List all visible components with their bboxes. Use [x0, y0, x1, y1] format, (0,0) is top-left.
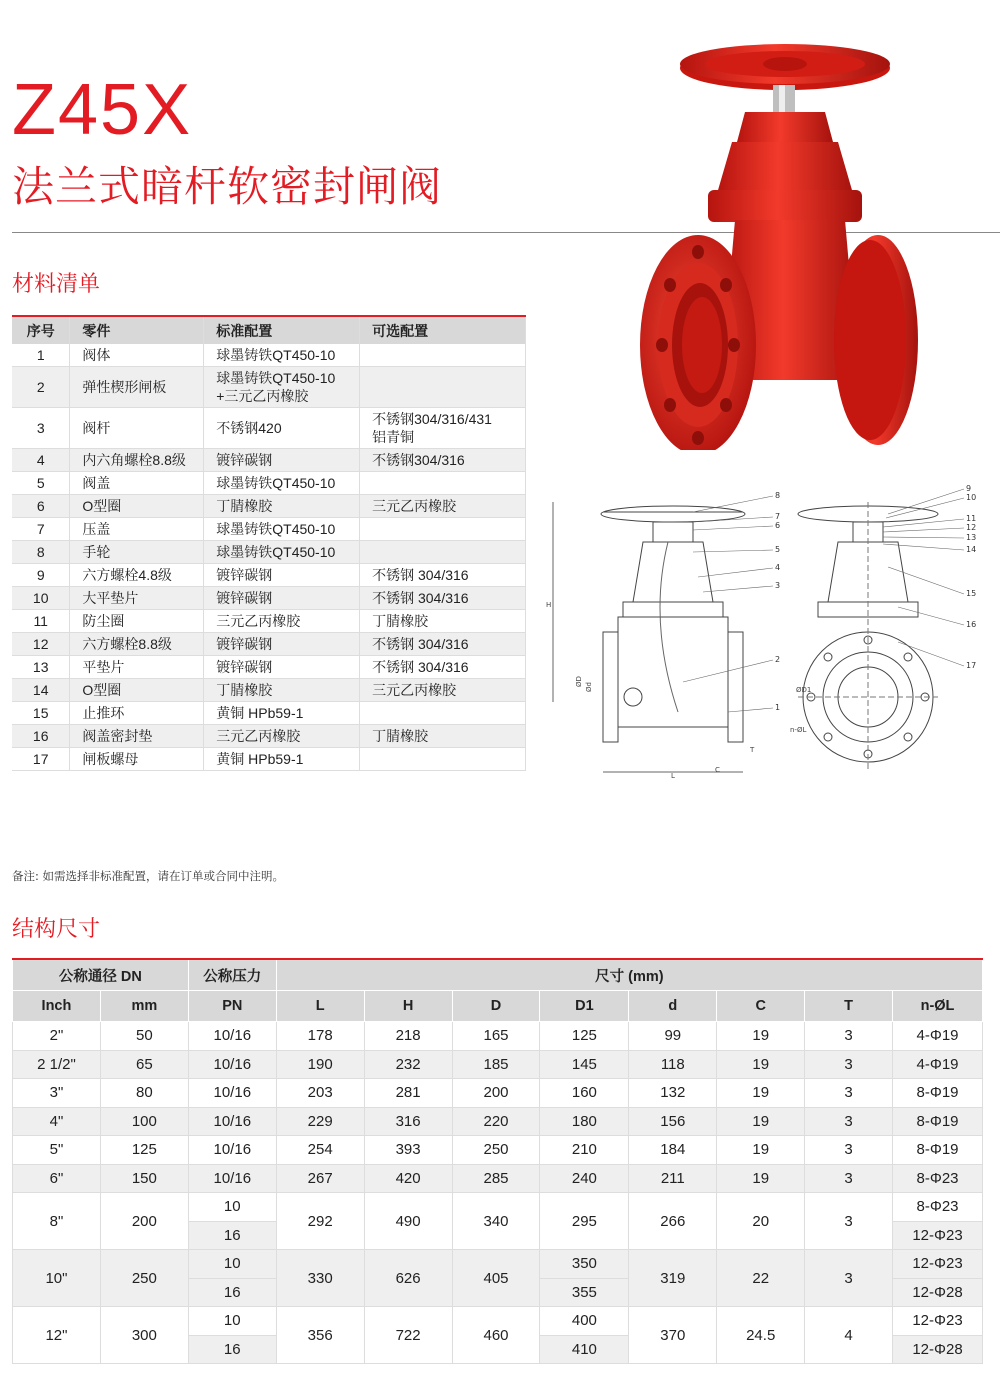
- cell-h: 281: [364, 1079, 452, 1108]
- cell-inch: 2": [13, 1022, 101, 1051]
- cell-d1: 295: [540, 1193, 629, 1250]
- cell-l: 178: [276, 1022, 364, 1051]
- cell-standard: 镀锌碳钢: [204, 449, 360, 472]
- cell-index: 3: [12, 408, 70, 449]
- cell-index: 17: [12, 748, 70, 771]
- cell-index: 8: [12, 541, 70, 564]
- cell-inch: 8": [13, 1193, 101, 1250]
- group-header-size: 尺寸 (mm): [276, 959, 982, 991]
- cell-d: 99: [629, 1022, 717, 1051]
- svg-text:T: T: [750, 746, 755, 754]
- cell-index: 5: [12, 472, 70, 495]
- side-view-drawing: [546, 491, 780, 780]
- cell-inch: 3": [13, 1079, 101, 1108]
- cell-l: 190: [276, 1050, 364, 1079]
- cell-optional: 不锈钢304/316/431 铝青铜: [360, 408, 526, 449]
- table-row: [12, 679, 526, 702]
- table-row: [12, 702, 526, 725]
- cell-c: 19: [717, 1107, 805, 1136]
- cell-t: 3: [805, 1250, 893, 1307]
- cell-optional: 三元乙丙橡胶: [360, 495, 526, 518]
- table-row: [12, 518, 526, 541]
- cell-nl: 8-Φ19: [893, 1136, 983, 1165]
- svg-text:C: C: [715, 766, 720, 774]
- dimensions-title: 结构尺寸: [12, 917, 101, 942]
- svg-text:10: 10: [966, 493, 977, 502]
- cell-nl: 8-Φ19: [893, 1079, 983, 1108]
- cell-standard: 丁腈橡胶: [204, 679, 360, 702]
- cell-optional: 不锈钢 304/316: [360, 633, 526, 656]
- cell-mm: 65: [100, 1050, 188, 1079]
- table-row: [12, 367, 526, 408]
- cell-d1: 125: [540, 1022, 629, 1051]
- cell-h: 232: [364, 1050, 452, 1079]
- dimensions-table: [12, 958, 983, 1364]
- cell-d: 220: [452, 1107, 540, 1136]
- cell-standard: 丁腈橡胶: [204, 495, 360, 518]
- cell-l: 229: [276, 1107, 364, 1136]
- valve-photo: [640, 40, 930, 450]
- col-header: C: [717, 991, 805, 1022]
- cell-c: 19: [717, 1164, 805, 1193]
- table-row: [12, 725, 526, 748]
- cell-index: 13: [12, 656, 70, 679]
- svg-text:13: 13: [966, 533, 977, 542]
- cell-d: 156: [629, 1107, 717, 1136]
- cell-standard: 球墨铸铁QT450-10: [204, 344, 360, 367]
- svg-text:15: 15: [966, 589, 977, 598]
- cell-t: 3: [805, 1107, 893, 1136]
- cell-part: 平垫片: [70, 656, 204, 679]
- col-header: D1: [540, 991, 629, 1022]
- cell-standard: 镀锌碳钢: [204, 656, 360, 679]
- col-header: D: [452, 991, 540, 1022]
- col-header-optional: 可选配置: [360, 316, 526, 344]
- cell-part: 弹性楔形闸板: [70, 367, 204, 408]
- front-view-drawing: [790, 484, 976, 772]
- cell-mm: 150: [100, 1164, 188, 1193]
- cell-index: 15: [12, 702, 70, 725]
- cell-c: 19: [717, 1050, 805, 1079]
- cell-index: 1: [12, 344, 70, 367]
- cell-index: 2: [12, 367, 70, 408]
- table-row: [13, 1164, 983, 1193]
- cell-d: 285: [452, 1164, 540, 1193]
- col-header: n-ØL: [893, 991, 983, 1022]
- cell-pn: 10/16: [188, 1079, 276, 1108]
- cell-mm: 100: [100, 1107, 188, 1136]
- cell-optional: [360, 518, 526, 541]
- svg-text:H: H: [546, 601, 552, 609]
- cell-c: 19: [717, 1022, 805, 1051]
- cell-part: 闸板螺母: [70, 748, 204, 771]
- cell-optional: 丁腈橡胶: [360, 725, 526, 748]
- svg-text:14: 14: [966, 545, 977, 554]
- svg-text:8: 8: [775, 491, 781, 500]
- svg-text:6: 6: [775, 521, 781, 530]
- cell-part: 压盖: [70, 518, 204, 541]
- cell-pn: 16: [188, 1278, 276, 1307]
- cell-pn: 16: [188, 1221, 276, 1250]
- cell-standard: 镀锌碳钢: [204, 633, 360, 656]
- cell-optional: 三元乙丙橡胶: [360, 679, 526, 702]
- cell-pn: 10: [188, 1307, 276, 1336]
- table-row: [12, 564, 526, 587]
- cell-c: 19: [717, 1136, 805, 1165]
- cell-pn: 10/16: [188, 1050, 276, 1079]
- cell-d: 266: [629, 1193, 717, 1250]
- cell-optional: 不锈钢 304/316: [360, 587, 526, 610]
- cell-l: 267: [276, 1164, 364, 1193]
- cell-l: 356: [276, 1307, 364, 1364]
- cell-d: 370: [629, 1307, 717, 1364]
- table-row: [12, 656, 526, 679]
- cell-t: 3: [805, 1136, 893, 1165]
- cell-optional: [360, 472, 526, 495]
- table-row: [13, 1079, 983, 1108]
- table-row: [12, 472, 526, 495]
- table-row: [12, 541, 526, 564]
- cell-d: 250: [452, 1136, 540, 1165]
- svg-text:n-ØL: n-ØL: [790, 726, 807, 734]
- svg-text:3: 3: [775, 581, 781, 590]
- cell-index: 16: [12, 725, 70, 748]
- cell-mm: 125: [100, 1136, 188, 1165]
- cell-c: 24.5: [717, 1307, 805, 1364]
- cell-t: 3: [805, 1050, 893, 1079]
- cell-part: 阀盖密封垫: [70, 725, 204, 748]
- cell-pn: 10/16: [188, 1164, 276, 1193]
- svg-text:Ød: Ød: [585, 682, 593, 692]
- cell-mm: 50: [100, 1022, 188, 1051]
- group-header-dn: 公称通径 DN: [13, 959, 189, 991]
- cell-t: 3: [805, 1079, 893, 1108]
- cell-optional: [360, 367, 526, 408]
- cell-optional: 不锈钢 304/316: [360, 656, 526, 679]
- col-header: Inch: [13, 991, 101, 1022]
- table-row: [12, 344, 526, 367]
- cell-d: 460: [452, 1307, 540, 1364]
- cell-c: 19: [717, 1079, 805, 1108]
- table-row: [13, 1022, 983, 1051]
- cell-d: 211: [629, 1164, 717, 1193]
- cell-d: 118: [629, 1050, 717, 1079]
- cell-pn: 10/16: [188, 1107, 276, 1136]
- cell-c: 20: [717, 1193, 805, 1250]
- cell-standard: 三元乙丙橡胶: [204, 610, 360, 633]
- cell-part: 防尘圈: [70, 610, 204, 633]
- table-row: [12, 633, 526, 656]
- technical-drawing: [543, 482, 988, 782]
- svg-text:17: 17: [966, 661, 977, 670]
- svg-text:ØD1: ØD1: [796, 686, 812, 694]
- cell-d: 200: [452, 1079, 540, 1108]
- table-row: [13, 1050, 983, 1079]
- cell-part: O型圈: [70, 495, 204, 518]
- cell-pn: 10/16: [188, 1022, 276, 1051]
- cell-pn: 16: [188, 1335, 276, 1364]
- cell-h: 420: [364, 1164, 452, 1193]
- materials-table: [12, 315, 526, 771]
- cell-index: 7: [12, 518, 70, 541]
- cell-l: 330: [276, 1250, 364, 1307]
- cell-d1: 160: [540, 1079, 629, 1108]
- cell-nl: 4-Φ19: [893, 1022, 983, 1051]
- cell-d1: 410: [540, 1335, 629, 1364]
- cell-l: 254: [276, 1136, 364, 1165]
- cell-d: 185: [452, 1050, 540, 1079]
- cell-part: 手轮: [70, 541, 204, 564]
- table-row: [13, 1250, 983, 1279]
- cell-part: 阀体: [70, 344, 204, 367]
- cell-nl: 12-Φ23: [893, 1250, 983, 1279]
- cell-standard: 黄铜 HPb59-1: [204, 702, 360, 725]
- cell-part: 阀盖: [70, 472, 204, 495]
- cell-nl: 4-Φ19: [893, 1050, 983, 1079]
- cell-part: 六方螺栓8.8级: [70, 633, 204, 656]
- svg-text:1: 1: [775, 703, 781, 712]
- table-row: [12, 408, 526, 449]
- cell-standard: 球墨铸铁QT450-10: [204, 518, 360, 541]
- materials-note: 备注: 如需选择非标准配置，请在订单或合同中注明。: [12, 869, 285, 883]
- cell-h: 722: [364, 1307, 452, 1364]
- col-header: mm: [100, 991, 188, 1022]
- cell-d: 340: [452, 1193, 540, 1250]
- cell-h: 626: [364, 1250, 452, 1307]
- cell-nl: 12-Φ28: [893, 1335, 983, 1364]
- cell-inch: 5": [13, 1136, 101, 1165]
- cell-inch: 12": [13, 1307, 101, 1364]
- cell-index: 4: [12, 449, 70, 472]
- cell-standard: 球墨铸铁QT450-10 +三元乙丙橡胶: [204, 367, 360, 408]
- col-header: H: [364, 991, 452, 1022]
- cell-t: 3: [805, 1193, 893, 1250]
- group-header-pn: 公称压力: [188, 959, 276, 991]
- cell-d1: 145: [540, 1050, 629, 1079]
- cell-d: 165: [452, 1022, 540, 1051]
- cell-standard: 不锈钢420: [204, 408, 360, 449]
- cell-standard: 球墨铸铁QT450-10: [204, 541, 360, 564]
- cell-d1: 400: [540, 1307, 629, 1336]
- col-header: d: [629, 991, 717, 1022]
- cell-part: 六方螺栓4.8级: [70, 564, 204, 587]
- cell-nl: 8-Φ19: [893, 1107, 983, 1136]
- col-header: L: [276, 991, 364, 1022]
- materials-title: 材料清单: [12, 272, 101, 297]
- cell-t: 4: [805, 1307, 893, 1364]
- cell-index: 6: [12, 495, 70, 518]
- svg-text:12: 12: [966, 523, 977, 532]
- cell-inch: 6": [13, 1164, 101, 1193]
- cell-part: 大平垫片: [70, 587, 204, 610]
- cell-index: 9: [12, 564, 70, 587]
- cell-nl: 12-Φ28: [893, 1278, 983, 1307]
- cell-optional: [360, 748, 526, 771]
- cell-pn: 10: [188, 1250, 276, 1279]
- table-row: [12, 495, 526, 518]
- svg-text:2: 2: [775, 655, 781, 664]
- cell-index: 14: [12, 679, 70, 702]
- svg-text:5: 5: [775, 545, 781, 554]
- svg-text:11: 11: [966, 514, 977, 523]
- table-row: [13, 1307, 983, 1336]
- cell-h: 393: [364, 1136, 452, 1165]
- col-header-index: 序号: [12, 316, 70, 344]
- cell-mm: 80: [100, 1079, 188, 1108]
- cell-optional: [360, 702, 526, 725]
- table-row: [12, 449, 526, 472]
- svg-text:7: 7: [775, 512, 781, 521]
- cell-l: 292: [276, 1193, 364, 1250]
- table-row: [12, 587, 526, 610]
- col-header-standard: 标准配置: [204, 316, 360, 344]
- cell-mm: 200: [100, 1193, 188, 1250]
- cell-d1: 180: [540, 1107, 629, 1136]
- cell-optional: 丁腈橡胶: [360, 610, 526, 633]
- cell-d1: 210: [540, 1136, 629, 1165]
- cell-index: 12: [12, 633, 70, 656]
- cell-part: O型圈: [70, 679, 204, 702]
- cell-d: 405: [452, 1250, 540, 1307]
- cell-d: 184: [629, 1136, 717, 1165]
- model-number: Z45X: [12, 70, 193, 150]
- svg-text:ØD: ØD: [575, 676, 583, 687]
- cell-mm: 250: [100, 1250, 188, 1307]
- svg-text:9: 9: [966, 484, 972, 493]
- cell-part: 止推环: [70, 702, 204, 725]
- cell-h: 316: [364, 1107, 452, 1136]
- cell-optional: 不锈钢304/316: [360, 449, 526, 472]
- col-header: PN: [188, 991, 276, 1022]
- cell-inch: 4": [13, 1107, 101, 1136]
- cell-optional: [360, 344, 526, 367]
- cell-d1: 355: [540, 1278, 629, 1307]
- cell-standard: 镀锌碳钢: [204, 587, 360, 610]
- cell-t: 3: [805, 1022, 893, 1051]
- cell-optional: 不锈钢 304/316: [360, 564, 526, 587]
- table-row: [13, 1136, 983, 1165]
- svg-text:16: 16: [966, 620, 977, 629]
- cell-nl: 8-Φ23: [893, 1164, 983, 1193]
- cell-inch: 2 1/2": [13, 1050, 101, 1079]
- col-header-part: 零件: [70, 316, 204, 344]
- cell-standard: 黄铜 HPb59-1: [204, 748, 360, 771]
- cell-l: 203: [276, 1079, 364, 1108]
- cell-h: 218: [364, 1022, 452, 1051]
- cell-d1: 350: [540, 1250, 629, 1279]
- cell-optional: [360, 541, 526, 564]
- cell-standard: 镀锌碳钢: [204, 564, 360, 587]
- table-row: [13, 1107, 983, 1136]
- cell-t: 3: [805, 1164, 893, 1193]
- cell-d1: 240: [540, 1164, 629, 1193]
- col-header: T: [805, 991, 893, 1022]
- cell-c: 22: [717, 1250, 805, 1307]
- cell-standard: 球墨铸铁QT450-10: [204, 472, 360, 495]
- table-row: [13, 1193, 983, 1222]
- svg-text:4: 4: [775, 563, 781, 572]
- table-row: [12, 610, 526, 633]
- cell-h: 490: [364, 1193, 452, 1250]
- cell-part: 阀杆: [70, 408, 204, 449]
- product-name: 法兰式暗杆软密封闸阀: [12, 162, 443, 211]
- cell-standard: 三元乙丙橡胶: [204, 725, 360, 748]
- cell-part: 内六角螺栓8.8级: [70, 449, 204, 472]
- cell-nl: 8-Φ23: [893, 1193, 983, 1222]
- cell-pn: 10/16: [188, 1136, 276, 1165]
- cell-index: 10: [12, 587, 70, 610]
- cell-d: 319: [629, 1250, 717, 1307]
- cell-d: 132: [629, 1079, 717, 1108]
- svg-text:L: L: [671, 772, 675, 780]
- cell-mm: 300: [100, 1307, 188, 1364]
- cell-pn: 10: [188, 1193, 276, 1222]
- cell-index: 11: [12, 610, 70, 633]
- table-row: [12, 748, 526, 771]
- cell-nl: 12-Φ23: [893, 1307, 983, 1336]
- cell-inch: 10": [13, 1250, 101, 1307]
- cell-nl: 12-Φ23: [893, 1221, 983, 1250]
